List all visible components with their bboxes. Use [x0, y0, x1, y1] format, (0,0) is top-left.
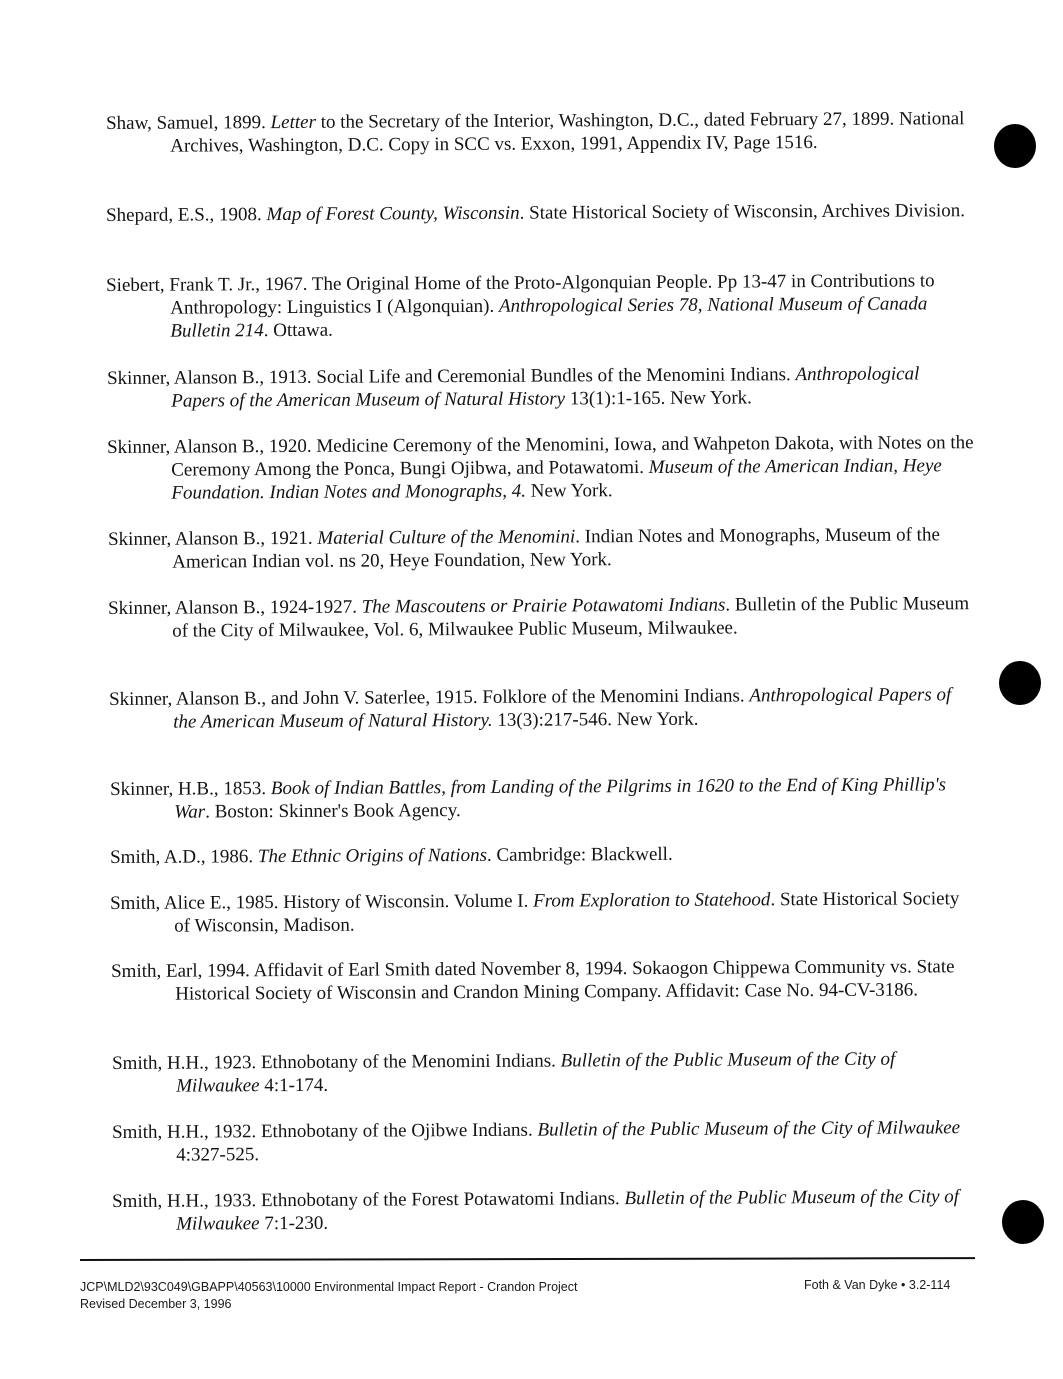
- punch-hole-bottom: [1002, 1200, 1044, 1244]
- reference-entry: [106, 269, 975, 343]
- reference-title: Book of Indian Battles, from Landing of the Pilgrims in 1620 to the End of King Phillip's War: [174, 774, 947, 823]
- reference-author: Shepard, E.S., 1908.: [106, 204, 267, 226]
- reference-author: Smith, Earl, 1994.: [111, 960, 254, 982]
- reference-author: Shaw, Samuel, 1899.: [106, 112, 271, 134]
- reference-author: Smith, Alice E., 1985.: [110, 892, 284, 914]
- reference-rest: . Boston: Skinner's Book Agency.: [205, 800, 461, 823]
- reference-title: Museum of the American Indian, Heye Foundation. Indian Notes and Monographs, 4.: [171, 455, 942, 504]
- reference-pre: Ethnobotany of the Forest Potawatomi Indians.: [260, 1188, 625, 1212]
- footer-left: [80, 1279, 578, 1313]
- reference-title: The Ethnic Origins of Nations: [257, 844, 488, 868]
- reference-title: Map of Forest County, Wisconsin: [266, 202, 520, 226]
- reference-entry: [108, 523, 977, 574]
- reference-author: Smith, A.D., 1986.: [110, 846, 258, 868]
- reference-rest: 4:1-174.: [259, 1074, 329, 1097]
- reference-rest: . Cambridge: Blackwell.: [486, 843, 673, 866]
- reference-entry: [112, 1116, 981, 1167]
- reference-entry: [110, 887, 979, 938]
- reference-pre: Affidavit of Earl Smith dated November 8, 1994. Sokaogon Chippewa Community vs. State Historical Society of Wisconsin and Crandon Mining Company. Affidavit: Case No. 94-CV-3186.: [175, 956, 955, 1005]
- reference-title: Letter: [270, 111, 316, 134]
- reference-title: The Mascoutens or Prairie Potawatomi Indians: [361, 594, 726, 618]
- reference-entry: [107, 362, 976, 413]
- reference-rest: 4:327-525.: [176, 1144, 260, 1166]
- reference-rest: . State Historical Society of Wisconsin, Archives Division.: [519, 200, 966, 224]
- reference-entry: [109, 683, 978, 734]
- reference-pre: Medicine Ceremony of the Menomini, Iowa, and Wahpeton Dakota, with Notes on the Ceremony Among the Ponca, Bungi Ojibwa, and Potawatomi.: [171, 432, 974, 481]
- reference-title: Bulletin of the Public Museum of the City of Milwaukee: [176, 1186, 960, 1235]
- reference-rest: 7:1-230.: [259, 1212, 329, 1235]
- reference-title: Bulletin of the Public Museum of the City of Milwaukee: [537, 1117, 961, 1141]
- reference-rest: . Ottawa.: [263, 319, 333, 342]
- reference-pre: History of Wisconsin. Volume I.: [283, 890, 534, 914]
- reference-title: From Exploration to Statehood: [533, 889, 771, 912]
- reference-pre: Folklore of the Menomini Indians.: [482, 685, 750, 708]
- reference-author: Siebert, Frank T. Jr., 1967.: [106, 273, 312, 296]
- punch-hole-middle: [999, 661, 1041, 705]
- footer-path-line: JCP\MLD2\93C049\GBAPP\40563\10000 Environmental Impact Report - Crandon Project: [80, 1280, 578, 1294]
- reference-title: Bulletin of the Public Museum of the City of Milwaukee: [176, 1048, 896, 1097]
- reference-author: Skinner, Alanson B., 1913.: [107, 366, 317, 389]
- reference-pre: Ethnobotany of the Menomini Indians.: [260, 1050, 561, 1074]
- reference-author: Skinner, H.B., 1853.: [110, 778, 271, 800]
- reference-rest: . State Historical Society of Wisconsin, Madison.: [174, 888, 960, 937]
- reference-title: Anthropological Series 78, National Museum of Canada Bulletin 214: [170, 293, 928, 342]
- reference-entry: [107, 431, 976, 505]
- reference-entry: [110, 773, 979, 824]
- reference-entry: [112, 1047, 981, 1098]
- reference-rest: . Bulletin of the Public Museum of the City of Milwaukee, Vol. 6, Milwaukee Public Museum, Milwaukee.: [172, 593, 970, 642]
- reference-author: Smith, H.H., 1933.: [112, 1190, 261, 1212]
- reference-entry: [110, 841, 979, 869]
- reference-author: Skinner, Alanson B., and John V. Saterlee, 1915.: [109, 686, 483, 710]
- reference-entry: [108, 592, 977, 643]
- reference-pre: Social Life and Ceremonial Bundles of the Menomini Indians.: [316, 364, 796, 388]
- punch-hole-top: [994, 124, 1036, 168]
- reference-rest: New York.: [525, 480, 613, 502]
- reference-author: Smith, H.H., 1923.: [112, 1052, 261, 1074]
- reference-entry: [111, 955, 980, 1006]
- reference-title: Anthropological Papers of the American Museum of Natural History: [171, 363, 920, 412]
- reference-rest: 13(3):217-546. New York.: [492, 708, 699, 731]
- reference-author: Smith, H.H., 1932.: [112, 1121, 261, 1143]
- reference-author: Skinner, Alanson B., 1924-1927.: [108, 596, 362, 619]
- footer-revised-date: Revised December 3, 1996: [80, 1297, 232, 1311]
- reference-author: Skinner, Alanson B., 1921.: [108, 527, 318, 550]
- reference-title: Material Culture of the Menomini: [317, 526, 576, 549]
- reference-rest: . Indian Notes and Monographs, Museum of the American Indian vol. ns 20, Heye Foundation, New York.: [172, 524, 940, 573]
- reference-rest: to the Secretary of the Interior, Washington, D.C., dated February 27, 1899. National Archives, Washington, D.C. Copy in SCC vs. Exxon, 1991, Appendix IV, Page 1516.: [170, 108, 965, 157]
- footer-page-number: Foth & Van Dyke • 3.2-114: [804, 1278, 951, 1292]
- reference-title: Anthropological Papers of the American Museum of Natural History.: [173, 684, 952, 733]
- reference-rest: 13(1):1-165. New York.: [565, 387, 752, 410]
- reference-entry: [106, 107, 975, 158]
- reference-author: Skinner, Alanson B., 1920.: [107, 435, 317, 458]
- reference-pre: The Original Home of the Proto-Algonquian People. Pp 13-47 in Contributions to Anthropology: Linguistics I (Algonquian).: [170, 270, 935, 319]
- reference-entry: [106, 199, 975, 227]
- reference-pre: Ethnobotany of the Ojibwe Indians.: [260, 1119, 538, 1143]
- reference-entry: [112, 1185, 981, 1236]
